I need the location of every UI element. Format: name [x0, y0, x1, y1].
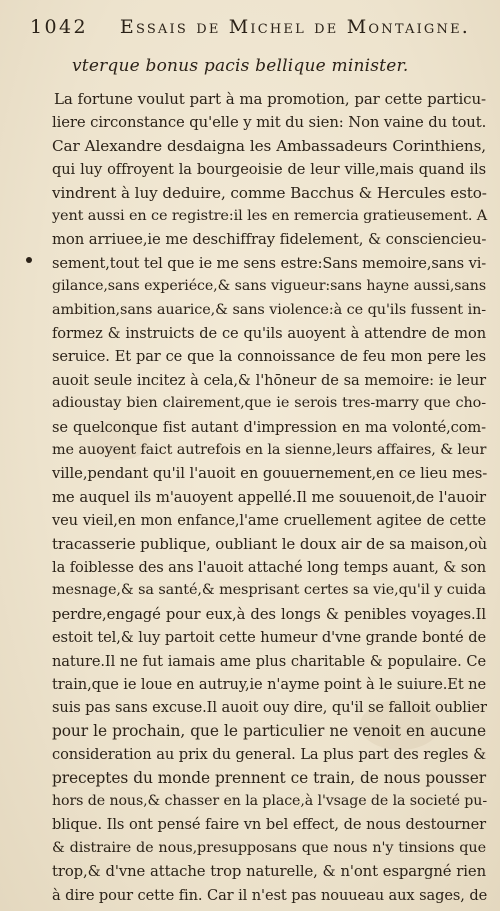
text-line: preceptes du monde prennent ce train, de nous pousser — [52, 768, 486, 787]
text-line: gilance,sans experiéce,& sans vigueur:sans hayne aussi,sans — [52, 278, 486, 295]
margin-mark — [26, 257, 32, 263]
text-line: & distraire de nous,presupposans que nous n'y tinsions que — [52, 839, 486, 856]
text-line: ville,pendant qu'il l'auoit en gouuernement,en ce lieu mes- — [52, 465, 488, 483]
text-line: veu vieil,en mon enfance,l'ame cruellement agitee de cette — [52, 512, 486, 530]
text-line: yent aussi en ce registre:il les en remercia gratieusement. A — [52, 208, 488, 224]
text-line: estoit tel,& luy partoit cette humeur d'vne grande bonté de — [52, 629, 486, 647]
text-line: à dire pour cette fin. Car il n'est pas nouueau aux sages, de — [52, 886, 488, 904]
page-header — [30, 18, 470, 37]
epigraph: vterque bonus pacis bellique minister. — [72, 56, 409, 76]
text-line: seruice. Et par ce que la connoissance de feu mon pere les — [52, 348, 486, 366]
text-line: suis pas sans excuse.Il auoit ouy dire, qu'il se falloit oublier — [52, 699, 487, 717]
running-head: Essais de Michel de Montaigne. — [119, 16, 470, 38]
text-line: perdre,engagé pour eux,à des longs & penibles voyages.Il — [52, 605, 486, 623]
text-line: liere circonstance qu'elle y mit du sien: Non vaine du tout. — [52, 114, 487, 132]
text-line: consideration au prix du general. La plus part des regles & — [52, 746, 486, 764]
text-line: adioustay bien clairement,que ie serois tres-marry que cho- — [52, 395, 486, 412]
text-line: qui luy offroyent la bourgeoisie de leur ville,mais quand ils — [52, 161, 486, 179]
text-line: Car Alexandre desdaigna les Ambassadeurs Corinthiens, — [52, 136, 486, 155]
text-line: hors de nous,& chasser en la place,à l'vsage de la societé pu- — [52, 793, 488, 809]
text-line: la foiblesse des ans l'auoit attaché long temps auant, & son — [52, 559, 487, 576]
text-line: auoit seule incitez à cela,& l'hōneur de sa memoire: ie leur — [52, 371, 486, 389]
text-line: train,que ie loue en autruy,ie n'ayme point à le suiure.Et ne — [52, 676, 486, 693]
text-line: La fortune voulut part à ma promotion, par cette particu- — [54, 90, 486, 108]
text-line: mesnage,& sa santé,& mesprisant certes sa vie,qu'il y cuida — [52, 582, 486, 599]
page-number: 1042 — [30, 16, 88, 38]
text-line: blique. Ils ont pensé faire vn bel effect, de nous destourner — [52, 816, 486, 834]
text-line: pour le prochain, que le particulier ne venoit en aucune — [52, 721, 486, 740]
text-line: tracasserie publique, oubliant le doux air de sa maison,où — [52, 534, 488, 553]
text-line: vindrent à luy deduire, comme Bacchus & Hercules esto- — [52, 183, 487, 202]
text-line: ambition,sans auarice,& sans violence:à ce qu'ils fussent in- — [52, 301, 486, 318]
text-line: me auquel ils m'auoyent appellé.Il me souuenoit,de l'auoir — [52, 488, 486, 506]
text-line: me auoyent faict autrefois en la sienne,leurs affaires, & leur — [52, 442, 487, 458]
text-line: se quelconque fist autant d'impression en ma volonté,com- — [52, 418, 486, 436]
text-line: trop,& d'vne attache trop naturelle, & n'ont espargné rien — [52, 863, 486, 881]
text-line: formez & instruicts de ce qu'ils auoyent à attendre de mon — [52, 325, 486, 342]
text-line: sement,tout tel que ie me sens estre:Sans memoire,sans vi- — [52, 254, 487, 272]
text-line: mon arriuee,ie me deschiffray fidelement, & consciencieu- — [52, 231, 487, 249]
text-line: nature.Il ne fut iamais ame plus charitable & populaire. Ce — [52, 652, 486, 670]
